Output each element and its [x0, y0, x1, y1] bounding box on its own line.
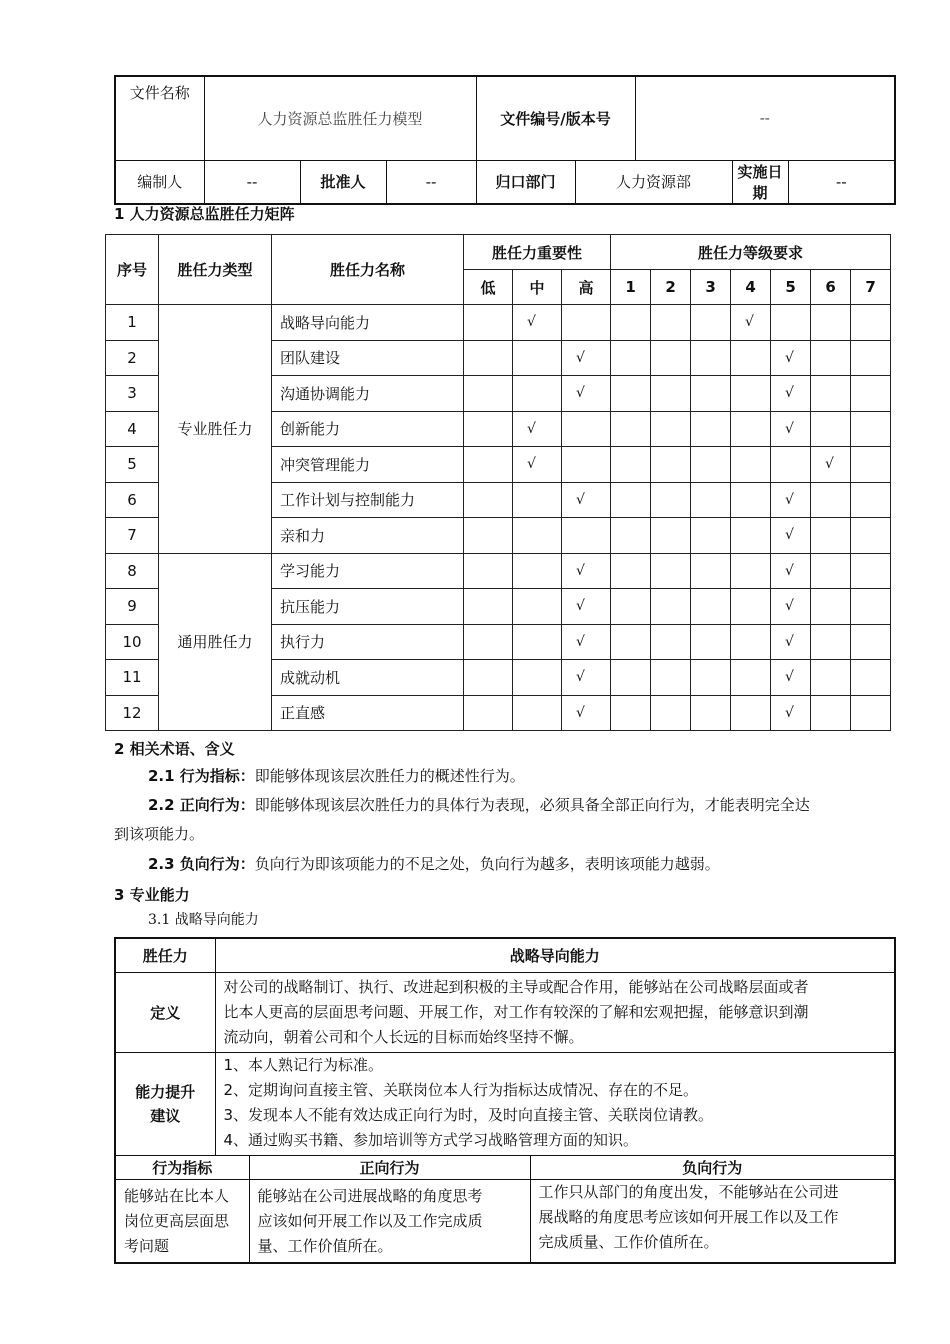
importance-cell — [464, 589, 513, 625]
level-cell — [651, 660, 691, 696]
importance-cell — [513, 589, 562, 625]
col-negative-header: 负向行为 — [530, 1155, 895, 1179]
level-cell: √ — [771, 482, 811, 518]
level-cell — [811, 305, 851, 341]
competency-name: 冲突管理能力 — [272, 447, 464, 483]
suggestion-label — [115, 1052, 215, 1155]
suggestion-item: 2、定期询问直接主管、关联岗位本人行为指标达成情况、存在的不足。 — [223, 1080, 699, 1099]
level-cell — [851, 482, 891, 518]
date-value: -- — [788, 160, 895, 204]
negative-line: 工作只从部门的角度出发，不能够站在公司进 — [538, 1182, 839, 1201]
importance-cell: √ — [513, 411, 562, 447]
importance-cell — [513, 376, 562, 412]
level-cell — [691, 660, 731, 696]
importance-cell: √ — [513, 447, 562, 483]
indicator-line: 考问题 — [124, 1236, 170, 1255]
level-cell — [811, 695, 851, 731]
section-3-title: 3 专业能力 — [114, 886, 190, 904]
row-no: 4 — [106, 411, 159, 447]
importance-cell — [513, 553, 562, 589]
level-cell — [651, 695, 691, 731]
level-cell — [691, 447, 731, 483]
importance-cell — [562, 305, 611, 341]
level-cell — [851, 553, 891, 589]
term-text: 即能够体现该层次胜任力的概述性行为。 — [254, 767, 525, 785]
importance-cell — [562, 411, 611, 447]
competency-name: 创新能力 — [272, 411, 464, 447]
level-cell — [611, 482, 651, 518]
row-no: 5 — [106, 447, 159, 483]
importance-cell: √ — [562, 553, 611, 589]
row-no: 8 — [106, 553, 159, 589]
row-no: 1 — [106, 305, 159, 341]
col-level-header: 胜任力等级要求 — [611, 235, 891, 270]
competency-name: 正直感 — [272, 695, 464, 731]
importance-cell — [464, 695, 513, 731]
level-cell: √ — [771, 589, 811, 625]
row-no: 7 — [106, 518, 159, 554]
approver-label: 批准人 — [300, 160, 386, 204]
definition-line: 流动向，朝着公司和个人长远的目标而始终坚持不懈。 — [223, 1027, 584, 1046]
level-cell: √ — [811, 447, 851, 483]
document-header-table — [114, 75, 896, 205]
suggestion-list — [215, 1052, 895, 1155]
competency-detail-table — [114, 937, 896, 1264]
level-cell — [851, 518, 891, 554]
level-cell — [651, 553, 691, 589]
level-cell — [731, 447, 771, 483]
level-cell — [691, 553, 731, 589]
importance-cell — [464, 518, 513, 554]
importance-cell: √ — [562, 660, 611, 696]
level-cell — [731, 340, 771, 376]
level-cell — [691, 340, 731, 376]
term-label: 2.1 行为指标： — [148, 767, 255, 785]
level-cell — [851, 589, 891, 625]
level-cell — [851, 695, 891, 731]
importance-cell — [513, 518, 562, 554]
importance-header: 中 — [513, 270, 562, 305]
row-no: 12 — [106, 695, 159, 731]
level-cell: √ — [771, 624, 811, 660]
term-text: 即能够体现该层次胜任力的具体行为表现，必须具备全部正向行为，才能表明完全达 — [254, 796, 810, 814]
term-label: 2.2 正向行为： — [148, 796, 255, 814]
level-cell — [731, 695, 771, 731]
level-cell — [691, 589, 731, 625]
level-cell — [691, 695, 731, 731]
level-cell: √ — [771, 553, 811, 589]
section-1-title: 1 人力资源总监胜任力矩阵 — [114, 205, 295, 223]
level-cell — [691, 411, 731, 447]
level-cell — [651, 482, 691, 518]
row-no: 9 — [106, 589, 159, 625]
level-cell — [811, 624, 851, 660]
competency-name: 战略导向能力 — [272, 305, 464, 341]
col-name-header: 胜任力名称 — [272, 235, 464, 305]
level-cell: √ — [771, 695, 811, 731]
importance-cell — [513, 695, 562, 731]
level-cell — [851, 447, 891, 483]
level-cell — [771, 305, 811, 341]
level-cell — [811, 660, 851, 696]
col-no-header: 序号 — [106, 235, 159, 305]
level-cell — [731, 482, 771, 518]
comp-name: 战略导向能力 — [215, 938, 895, 972]
col-indicator-header: 行为指标 — [115, 1155, 249, 1179]
importance-cell — [464, 340, 513, 376]
importance-header: 低 — [464, 270, 513, 305]
section-2-title: 2 相关术语、含义 — [114, 740, 235, 758]
level-cell — [731, 553, 771, 589]
level-cell — [611, 553, 651, 589]
level-cell — [611, 340, 651, 376]
competency-name: 工作计划与控制能力 — [272, 482, 464, 518]
section-3-1-title: 3.1 战略导向能力 — [148, 912, 259, 928]
level-cell: √ — [731, 305, 771, 341]
level-header: 7 — [851, 270, 891, 305]
level-cell — [731, 589, 771, 625]
positive-cell — [249, 1179, 530, 1263]
level-cell — [611, 660, 651, 696]
level-cell — [811, 553, 851, 589]
level-cell — [851, 411, 891, 447]
level-header: 3 — [691, 270, 731, 305]
importance-cell — [513, 660, 562, 696]
level-header: 2 — [651, 270, 691, 305]
level-cell — [811, 376, 851, 412]
dept-value: 人力资源部 — [575, 160, 732, 204]
importance-cell — [513, 624, 562, 660]
level-cell: √ — [771, 340, 811, 376]
importance-cell — [513, 340, 562, 376]
competency-name: 成就动机 — [272, 660, 464, 696]
level-cell — [811, 518, 851, 554]
suggestion-item: 1、本人熟记行为标准。 — [223, 1055, 384, 1074]
level-cell — [851, 376, 891, 412]
negative-line: 展战略的角度思考应该如何开展工作以及工作 — [538, 1207, 839, 1226]
level-cell — [731, 518, 771, 554]
importance-cell — [562, 447, 611, 483]
competency-matrix — [105, 234, 891, 731]
term-text: 负向行为即该项能力的不足之处，负向行为越多，表明该项能力越弱。 — [254, 855, 720, 873]
competency-name: 沟通协调能力 — [272, 376, 464, 412]
importance-cell — [464, 447, 513, 483]
positive-line: 应该如何开展工作以及工作完成质 — [257, 1211, 483, 1230]
level-cell — [611, 695, 651, 731]
level-cell — [611, 411, 651, 447]
suggestion-label-line: 能力提升 — [135, 1082, 196, 1101]
level-header: 1 — [611, 270, 651, 305]
level-cell — [851, 660, 891, 696]
indicator-line: 岗位更高层面思 — [124, 1211, 230, 1230]
definition-line: 对公司的战略制订、执行、改进起到积极的主导或配合作用，能够站在公司战略层面或者 — [223, 977, 809, 996]
dept-label: 归口部门 — [476, 160, 575, 204]
importance-cell — [562, 518, 611, 554]
level-cell — [811, 411, 851, 447]
level-cell — [731, 660, 771, 696]
importance-cell — [464, 305, 513, 341]
level-cell — [691, 305, 731, 341]
date-label: 实施日期 — [732, 160, 788, 204]
level-cell: √ — [771, 376, 811, 412]
level-cell: √ — [771, 411, 811, 447]
level-cell — [651, 411, 691, 447]
editor-value: -- — [204, 160, 300, 204]
importance-cell: √ — [562, 340, 611, 376]
importance-cell — [464, 411, 513, 447]
level-cell — [651, 589, 691, 625]
level-cell — [811, 340, 851, 376]
importance-cell — [464, 660, 513, 696]
term-item-2-cont: 到该项能力。 — [114, 825, 205, 843]
level-cell — [611, 447, 651, 483]
importance-header: 高 — [562, 270, 611, 305]
matrix-row — [106, 553, 891, 589]
row-no: 6 — [106, 482, 159, 518]
level-cell — [651, 376, 691, 412]
matrix-row — [106, 305, 891, 341]
definition-line: 比本人更高的层面思考问题、开展工作，对工作有较深的了解和宏观把握，能够意识到潮 — [223, 1002, 809, 1021]
competency-name: 团队建设 — [272, 340, 464, 376]
level-cell — [691, 624, 731, 660]
positive-line: 量、工作价值所在。 — [257, 1236, 393, 1255]
level-cell — [691, 376, 731, 412]
level-cell — [651, 518, 691, 554]
level-cell: √ — [771, 518, 811, 554]
importance-cell: √ — [562, 624, 611, 660]
row-no: 2 — [106, 340, 159, 376]
competency-name: 执行力 — [272, 624, 464, 660]
col-positive-header: 正向行为 — [249, 1155, 530, 1179]
importance-cell: √ — [513, 305, 562, 341]
importance-cell: √ — [562, 482, 611, 518]
row-no: 10 — [106, 624, 159, 660]
level-cell — [651, 447, 691, 483]
approver-value: -- — [386, 160, 476, 204]
level-cell — [771, 447, 811, 483]
definition-label: 定义 — [115, 972, 215, 1052]
file-name-value: 人力资源总监胜任力模型 — [204, 76, 476, 160]
level-cell — [691, 482, 731, 518]
level-header: 4 — [731, 270, 771, 305]
level-cell — [851, 624, 891, 660]
term-item-1 — [148, 762, 525, 791]
level-cell — [731, 376, 771, 412]
editor-label: 编制人 — [115, 160, 204, 204]
importance-cell: √ — [562, 695, 611, 731]
level-cell — [611, 589, 651, 625]
competency-group: 专业胜任力 — [159, 305, 272, 554]
level-cell — [611, 376, 651, 412]
level-cell — [611, 518, 651, 554]
importance-cell — [464, 553, 513, 589]
level-cell: √ — [771, 660, 811, 696]
definition-text — [215, 972, 895, 1052]
importance-cell — [513, 482, 562, 518]
competency-name: 抗压能力 — [272, 589, 464, 625]
suggestion-label-line: 建议 — [150, 1106, 181, 1125]
importance-cell — [464, 482, 513, 518]
level-cell — [811, 589, 851, 625]
importance-cell: √ — [562, 376, 611, 412]
level-cell — [851, 305, 891, 341]
competency-group: 通用胜任力 — [159, 553, 272, 731]
level-cell — [731, 411, 771, 447]
file-name-label: 文件名称 — [115, 76, 204, 160]
importance-cell — [464, 376, 513, 412]
negative-line: 完成质量、工作价值所在。 — [538, 1232, 719, 1251]
term-label: 2.3 负向行为： — [148, 855, 255, 873]
row-no: 3 — [106, 376, 159, 412]
indicator-cell — [115, 1179, 249, 1263]
level-cell — [651, 340, 691, 376]
level-cell — [611, 305, 651, 341]
importance-cell: √ — [562, 589, 611, 625]
term-item-2 — [148, 791, 888, 820]
level-cell — [731, 624, 771, 660]
competency-name: 学习能力 — [272, 553, 464, 589]
negative-cell — [530, 1179, 895, 1263]
level-cell — [651, 305, 691, 341]
positive-line: 能够站在公司进展战略的角度思考 — [257, 1186, 483, 1205]
suggestion-item: 4、通过购买书籍、参加培训等方式学习战略管理方面的知识。 — [223, 1130, 639, 1149]
level-header: 6 — [811, 270, 851, 305]
competency-name: 亲和力 — [272, 518, 464, 554]
col-type-header: 胜任力类型 — [159, 235, 272, 305]
row-no: 11 — [106, 660, 159, 696]
level-header: 5 — [771, 270, 811, 305]
level-cell — [851, 340, 891, 376]
col-importance-header: 胜任力重要性 — [464, 235, 611, 270]
comp-label: 胜任力 — [115, 938, 215, 972]
level-cell — [811, 482, 851, 518]
file-no-value: -- — [635, 76, 895, 160]
indicator-line: 能够站在比本人 — [124, 1186, 230, 1205]
level-cell — [691, 518, 731, 554]
importance-cell — [464, 624, 513, 660]
file-no-label: 文件编号/版本号 — [476, 76, 635, 160]
term-item-3 — [148, 850, 720, 879]
suggestion-item: 3、发现本人不能有效达成正向行为时，及时向直接主管、关联岗位请教。 — [223, 1105, 714, 1124]
level-cell — [651, 624, 691, 660]
level-cell — [611, 624, 651, 660]
